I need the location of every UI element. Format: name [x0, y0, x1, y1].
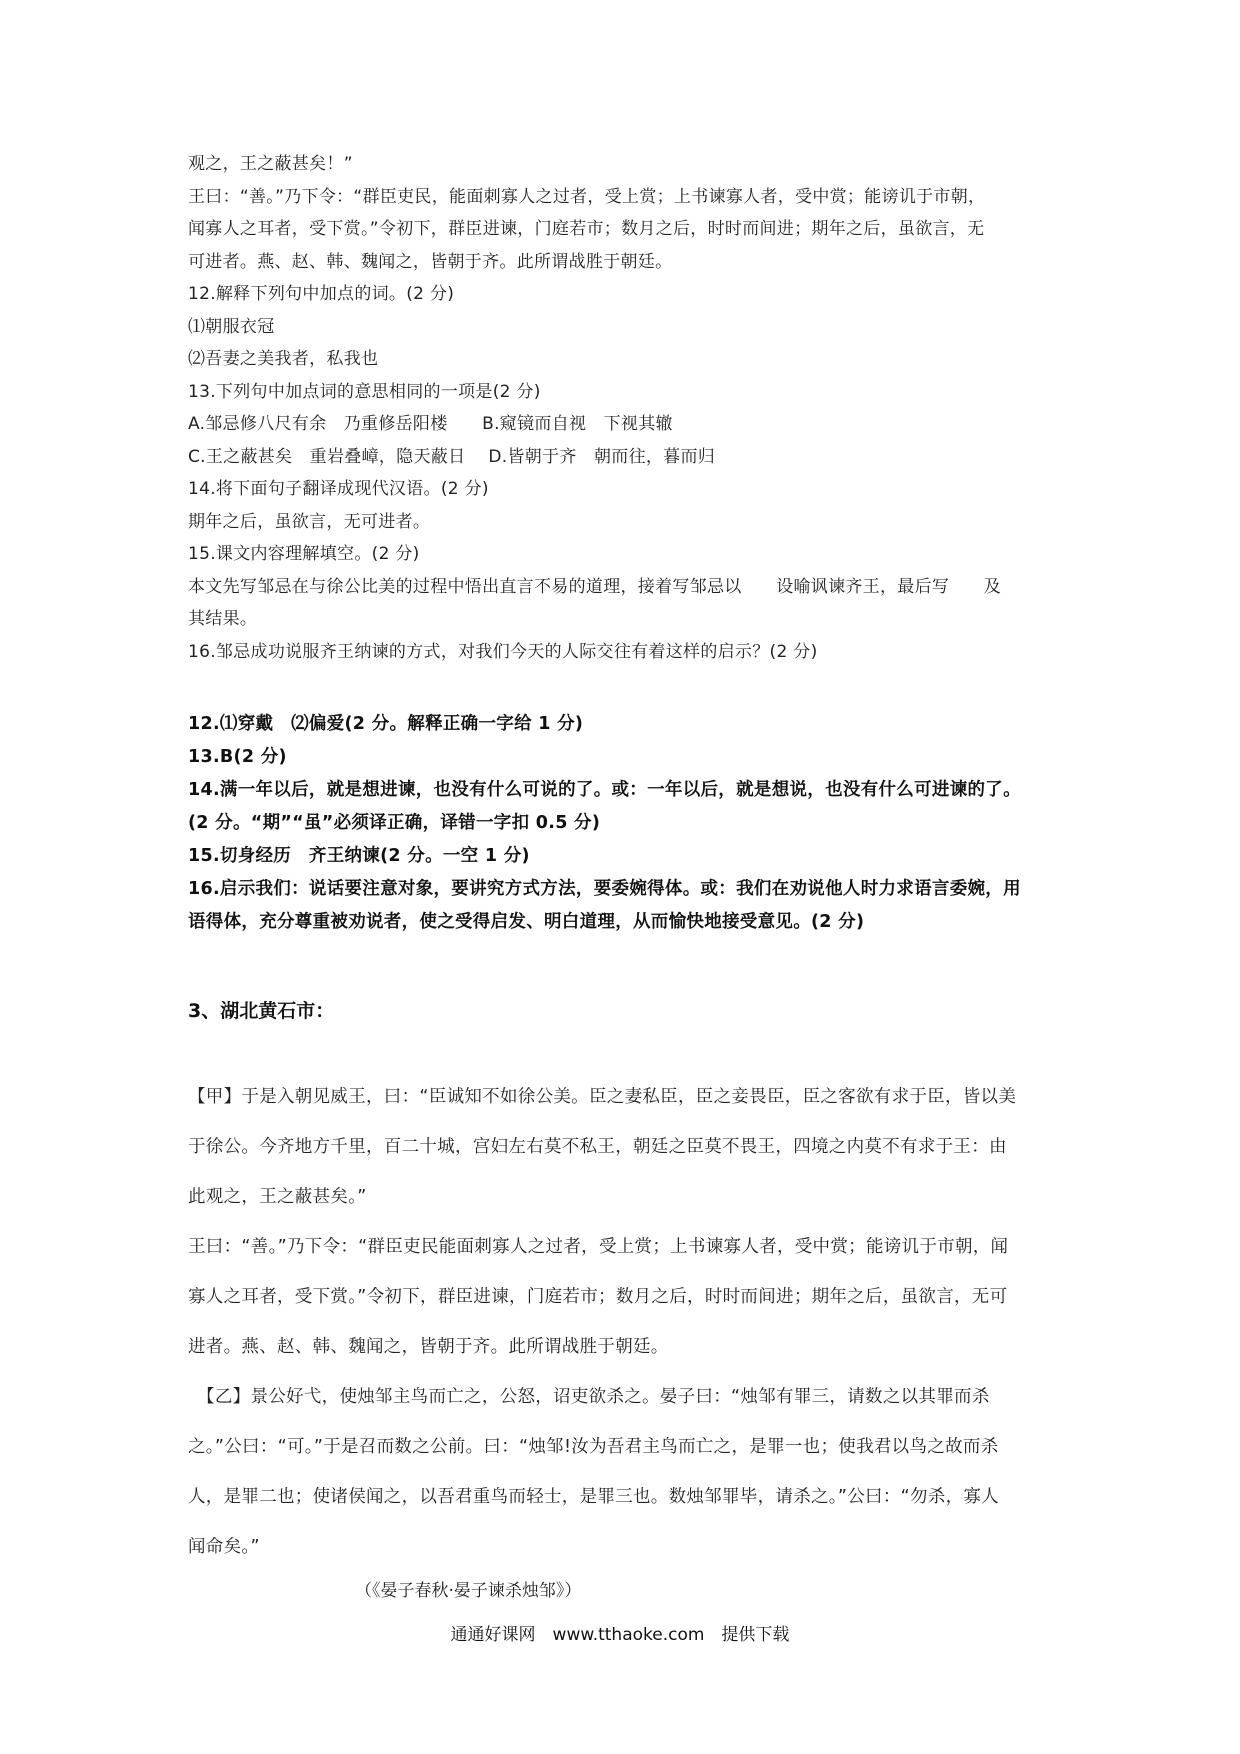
question-15-text: 其结果。 [188, 609, 258, 629]
text-line: 之。”公曰：“可。”于是召而数之公前。曰：“烛邹!汝为吾君主鸟而亡之，是罪一也；使我君以鸟之故而杀 [188, 1437, 999, 1457]
question-13-options-cd: C.王之蔽甚矣 重岩叠嶂，隐天蔽日 D.皆朝于齐 朝而往，暮而归 [188, 446, 716, 467]
text-line: 【甲】于是入朝见威王，曰：“臣诚知不如徐公美。臣之妻私臣，臣之妾畏臣，臣之客欲有求于臣，皆以美 [188, 1087, 1017, 1107]
answer-14-note: (2 分。“期”“虽”必须译正确，译错一字扣 0.5 分) [188, 813, 601, 833]
text-line: 此观之，王之蔽甚矣。” [188, 1187, 367, 1207]
question-13-options-ab: A.邹忌修八尺有余 乃重修岳阳楼 B.窥镜而自视 下视其辙 [188, 414, 673, 434]
answer-16-cont: 语得体，充分尊重被劝说者，使之受得启发、明白道理，从而愉快地接受意见。(2 分) [188, 912, 865, 932]
answer-12: 12.⑴穿戴 ⑵偏爱(2 分。解释正确一字给 1 分) [188, 714, 584, 734]
text-line: 于徐公。今齐地方千里，百二十城，宫妇左右莫不私王，朝廷之臣莫不畏王，四境之内莫不有求于王：由 [188, 1137, 1007, 1157]
answer-16: 16.启示我们：说话要注意对象，要讲究方式方法，要委婉得体。或：我们在劝说他人时力求语言委婉，用 [188, 879, 1021, 899]
text-line: 闻寡人之耳者，受下赏。”令初下，群臣进谏，门庭若市；数月之后，时时而间进；期年之后，虽欲言，无 [188, 219, 985, 239]
text-line: 观之，王之蔽甚矣！” [188, 154, 353, 174]
text-line: 可进者。燕、赵、韩、魏闻之，皆朝于齐。此所谓战胜于朝廷。 [188, 251, 673, 272]
text-line: 进者。燕、赵、韩、魏闻之，皆朝于齐。此所谓战胜于朝廷。 [188, 1337, 669, 1357]
question-12-item-2: ⑵吾妻之美我者，私我也 [188, 349, 379, 369]
text-line: 人，是罪二也；使诸侯闻之，以吾君重鸟而轻士，是罪三也。数烛邹罪毕，请杀之。”公曰：“勿杀，寡人 [188, 1487, 999, 1507]
question-15-text: 本文先写邹忌在与徐公比美的过程中悟出直言不易的道理，接着写邹忌以 设喻讽谏齐王，最后写 及 [188, 576, 1002, 597]
source-citation: （《晏子春秋·晏子谏杀烛邹》） [355, 1581, 582, 1601]
text-line: 王曰：“善。”乃下令：“群臣吏民能面刺寡人之过者，受上赏；上书谏寡人者，受中赏；能谤讥于市朝，闻 [188, 1237, 1009, 1257]
text-line: 闻命矣。” [188, 1537, 260, 1557]
answer-13: 13.B(2 分) [188, 747, 287, 767]
page-footer: 通通好课网 www.tthaoke.com 提供下载 [450, 1625, 790, 1645]
question-12: 12.解释下列句中加点的词。(2 分) [188, 284, 455, 304]
question-16: 16.邹忌成功说服齐王纳谏的方式，对我们今天的人际交往有着这样的启示？(2 分) [188, 641, 818, 662]
answer-15: 15.切身经历 齐王纳谏(2 分。一空 1 分) [188, 846, 530, 866]
passage-jia-yi [188, 1072, 1068, 1572]
answer-14: 14.满一年以后，就是想进谏，也没有什么可说的了。或：一年以后，就是想说，也没有什么可进谏的了。 [188, 780, 1021, 800]
question-14: 14.将下面句子翻译成现代汉语。(2 分) [188, 479, 489, 499]
text-line: 【乙】景公好弋，使烛邹主鸟而亡之，公怒，诏吏欲杀之。晏子曰：“烛邹有罪三，请数之以其罪而杀 [188, 1387, 990, 1407]
section-heading: 3、湖北黄石市： [188, 1000, 335, 1022]
text-line: 寡人之耳者，受下赏。”令初下，群臣进谏，门庭若市；数月之后，时时而间进；期年之后，虽欲言，无可 [188, 1287, 1008, 1307]
answer-key [188, 708, 1068, 939]
question-12-item-1: ⑴朝服衣冠 [188, 316, 275, 337]
passage-and-questions [188, 148, 1068, 668]
question-14-sentence: 期年之后，虽欲言，无可进者。 [188, 511, 431, 532]
question-13: 13.下列句中加点词的意思相同的一项是(2 分) [188, 381, 541, 402]
question-15: 15.课文内容理解填空。(2 分) [188, 544, 420, 564]
text-line: 王曰：“善。”乃下令：“群臣吏民，能面刺寡人之过者，受上赏；上书谏寡人者，受中赏；能谤讥于市朝， [188, 186, 986, 207]
